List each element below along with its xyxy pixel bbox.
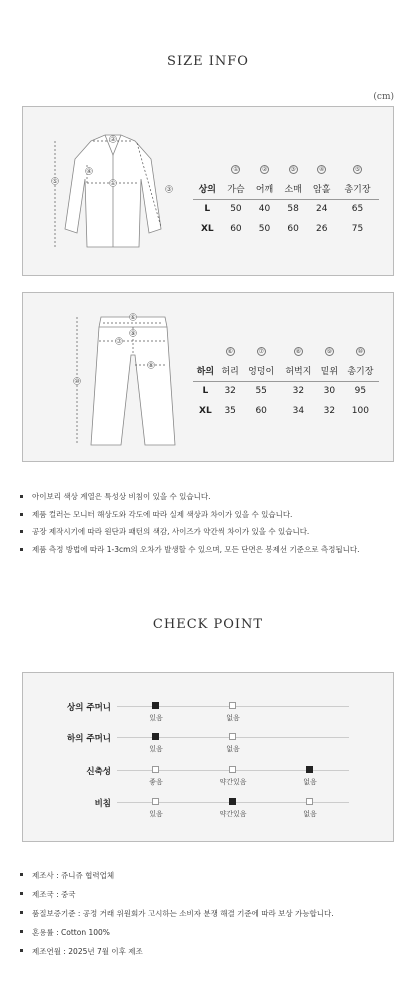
column-header: 총기장	[342, 361, 379, 381]
size-info-title: SIZE INFO	[167, 54, 249, 69]
table-cell: 95	[354, 386, 367, 397]
table-cell: 32	[224, 386, 236, 397]
bottom-size-panel	[22, 292, 394, 462]
cp-checkbox	[229, 702, 236, 709]
svg-text:⑥: ⑥	[130, 314, 136, 321]
cp-checkbox	[306, 798, 313, 805]
column-header: 허리	[218, 361, 243, 381]
cp-option: 좋음	[149, 778, 163, 786]
column-header: 가슴	[222, 179, 251, 199]
size-notes	[20, 488, 360, 558]
category-label: 상의	[193, 179, 222, 199]
top-size-panel	[22, 106, 394, 276]
header-num: ③	[290, 166, 296, 173]
table-cell: 100	[351, 406, 369, 416]
info-item: 제조연월 : 2025년 7월 이후 제조	[20, 942, 334, 961]
cp-checkbox	[306, 766, 313, 773]
cp-checkbox	[229, 798, 236, 805]
cp-label-bottom-pocket: 하의 주머니	[66, 734, 111, 744]
cp-option: 약간있음	[219, 810, 247, 818]
column-header: 허벅지	[280, 361, 317, 381]
info-item: 혼용률 : Cotton 100%	[20, 923, 334, 942]
svg-text:⑦: ⑦	[116, 338, 122, 345]
note-item: 제품 측정 방법에 따라 1-3cm의 오차가 발생할 수 있으며, 모든 단면은 봉제선 기준으로 측정됩니다.	[20, 541, 360, 559]
table-row	[193, 381, 379, 401]
cp-checkbox	[152, 733, 159, 740]
table-cell: 50	[230, 204, 242, 215]
table-row	[193, 219, 379, 239]
bottom-size-table	[193, 341, 379, 421]
unit-label: (cm)	[373, 92, 394, 102]
note-item: 아이보리 색상 계열은 특성상 비침이 있을 수 있습니다.	[20, 488, 360, 506]
svg-text:①: ①	[110, 180, 116, 187]
cp-checkbox	[152, 702, 159, 709]
size-label: L	[202, 386, 209, 397]
cp-label-top-pocket: 상의 주머니	[66, 703, 111, 713]
info-item: 제조국 : 중국	[20, 885, 334, 904]
table-cell: 32	[323, 406, 336, 416]
cp-checkbox	[229, 766, 236, 773]
table-cell: 75	[351, 224, 364, 234]
header-num: ⑨	[326, 348, 333, 355]
cp-checkbox	[229, 733, 236, 740]
column-header: 어깨	[250, 179, 279, 199]
column-header: 총기장	[336, 179, 379, 199]
table-cell: 40	[258, 204, 271, 215]
header-num: ⑦	[258, 348, 264, 355]
category-label: 하의	[193, 361, 218, 381]
pants-diagram	[63, 305, 203, 455]
cp-option: 없음	[226, 714, 240, 722]
table-row	[193, 199, 379, 219]
header-num: ④	[319, 166, 325, 173]
table-cell: 50	[258, 224, 271, 234]
top-size-table	[193, 159, 379, 239]
note-item: 제품 컬러는 모니터 해상도와 각도에 따라 실제 색상과 차이가 있을 수 있습니다.	[20, 506, 360, 524]
info-item: 품질보증기준 : 공정 거래 위원회가 고시하는 소비자 분쟁 해결 기준에 따라 보상 가능합니다.	[20, 904, 334, 923]
shirt-diagram	[43, 119, 183, 269]
table-cell: 24	[316, 204, 328, 215]
table-cell: 58	[287, 204, 299, 215]
svg-text:⑨: ⑨	[130, 330, 136, 337]
column-header: 엉덩이	[243, 361, 280, 381]
header-num: ②	[261, 166, 268, 173]
table-cell: 32	[292, 386, 305, 397]
product-info	[20, 866, 334, 961]
column-header: 암홀	[307, 179, 336, 199]
cp-option: 없음	[303, 778, 317, 786]
table-cell: 55	[255, 386, 267, 397]
cp-option: 있음	[149, 810, 163, 818]
check-point-panel	[22, 672, 394, 842]
info-item: 제조사 : 쥬니쥬 협력업체	[20, 866, 334, 885]
table-cell: 30	[323, 386, 336, 397]
cp-label-stretch: 신축성	[86, 767, 111, 777]
svg-text:③: ③	[166, 186, 172, 193]
header-num: ⑧	[295, 348, 302, 355]
table-cell: 60	[230, 224, 242, 234]
cp-option: 약간있음	[219, 778, 247, 786]
table-cell: 60	[287, 224, 299, 234]
column-header: 밑위	[317, 361, 342, 381]
column-header: 소매	[279, 179, 308, 199]
svg-text:④: ④	[86, 168, 92, 175]
header-num: ⑥	[227, 348, 233, 355]
cp-checkbox	[152, 766, 159, 773]
cp-option: 없음	[226, 745, 240, 753]
header-num: ⑤	[354, 166, 361, 173]
svg-text:⑧: ⑧	[148, 362, 154, 369]
table-cell: 35	[224, 406, 236, 416]
svg-text:②: ②	[110, 136, 116, 143]
header-num: ①	[233, 166, 239, 173]
cp-option: 있음	[149, 714, 163, 722]
table-row	[193, 401, 379, 421]
svg-text:⑤: ⑤	[52, 178, 58, 185]
table-cell: 26	[316, 224, 328, 234]
cp-option: 없음	[303, 810, 317, 818]
cp-checkbox	[152, 798, 159, 805]
size-label: L	[204, 204, 211, 215]
note-item: 공장 제작시기에 따라 원단과 패턴의 색감, 사이즈가 약간씩 차이가 있을 수 있습니다.	[20, 523, 360, 541]
cp-option: 있음	[149, 745, 163, 753]
table-cell: 60	[255, 406, 267, 416]
size-label: XL	[199, 406, 212, 416]
header-num: ⑩	[357, 348, 364, 355]
svg-text:⑩: ⑩	[74, 378, 80, 385]
cp-label-sheer: 비침	[94, 799, 111, 809]
table-cell: 65	[351, 204, 364, 215]
check-point-title: CHECK POINT	[152, 617, 264, 632]
size-label: XL	[200, 224, 214, 234]
table-cell: 34	[292, 406, 305, 416]
